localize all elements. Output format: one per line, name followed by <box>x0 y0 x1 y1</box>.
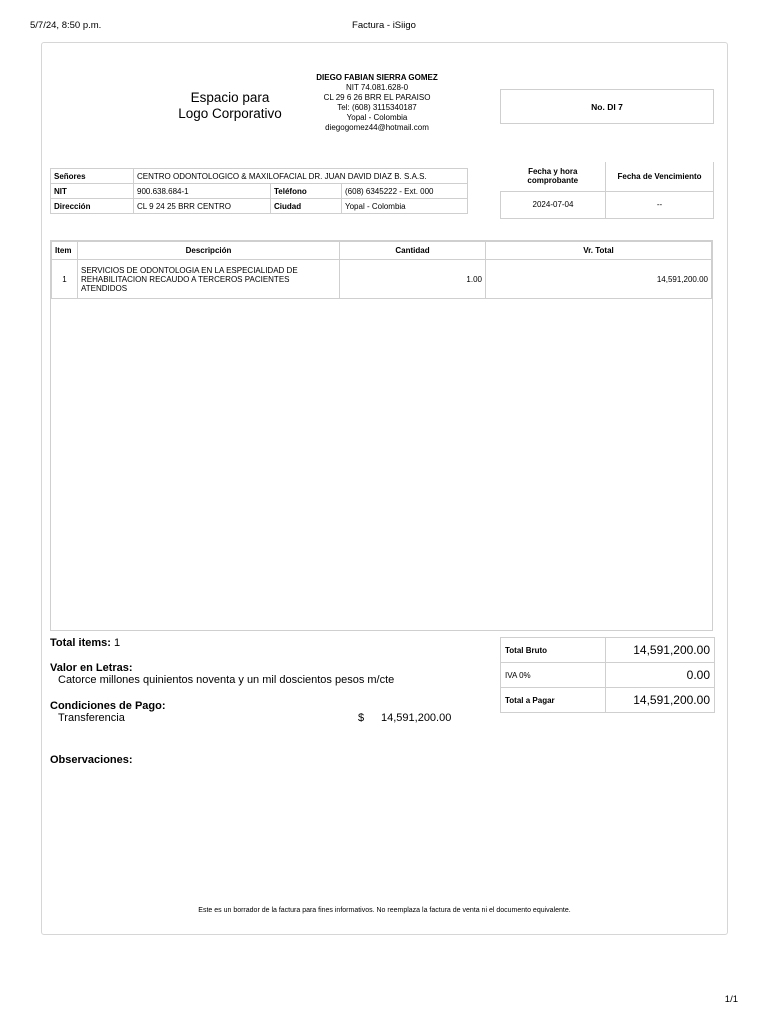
row-item: 1 <box>52 260 78 299</box>
issuer-address: CL 29 6 26 BRR EL PARAISO <box>323 93 431 102</box>
pagar-value: 14,591,200.00 <box>606 688 715 713</box>
dates-value-row <box>501 191 714 218</box>
total-items-value: 1 <box>113 637 121 649</box>
valor-letras-value: Catorce millones quinientos noventa y un mil doscientos pesos m/cte <box>58 674 395 686</box>
nit-value: 900.638.684-1 <box>134 184 271 199</box>
iva-value: 0.00 <box>606 663 715 688</box>
issuer-email: diegogomez44@hotmail.com <box>325 123 429 132</box>
bruto-label: Total Bruto <box>501 638 606 663</box>
totals-row-iva <box>501 663 715 688</box>
items-table-frame <box>50 240 713 631</box>
ciudad-label: Ciudad <box>271 199 342 214</box>
items-table <box>51 241 712 299</box>
header-cantidad: Cantidad <box>340 242 486 260</box>
payment-row <box>50 712 490 726</box>
print-page-number: 1/1 <box>724 994 738 1005</box>
direccion-value: CL 9 24 25 BRR CENTRO <box>134 199 271 214</box>
ciudad-value: Yopal - Colombia <box>342 199 468 214</box>
logo-placeholder <box>142 90 318 122</box>
print-header <box>30 20 738 34</box>
print-title: Factura - iSiigo <box>352 20 416 31</box>
issuer-city: Yopal - Colombia <box>346 113 408 122</box>
print-datetime: 5/7/24, 8:50 p.m. <box>30 20 102 31</box>
header-item: Item <box>52 242 78 260</box>
valor-letras-label: Valor en Letras: <box>50 662 133 674</box>
dates-table <box>500 162 714 219</box>
vencimiento-label: Fecha de Vencimiento <box>606 162 714 191</box>
summary-section <box>50 637 490 766</box>
telefono-label: Teléfono <box>271 184 342 199</box>
row-descripcion: SERVICIOS DE ODONTOLOGIA EN LA ESPECIALIDAD DE REHABILITACION RECAUDO A TERCEROS PACIENTES ATENDIDOS <box>78 260 340 299</box>
bruto-value: 14,591,200.00 <box>606 638 715 663</box>
totals-row-bruto <box>501 638 715 663</box>
pagar-label: Total a Pagar <box>501 688 606 713</box>
issuer-name: DIEGO FABIAN SIERRA GOMEZ <box>316 73 438 82</box>
header-total: Vr. Total <box>486 242 712 260</box>
totals-row-pagar <box>501 688 715 713</box>
draft-footnote: Este es un borrador de la factura para fines informativos. No reemplaza la factura de venta ni el documento equivalente. <box>198 907 571 914</box>
totals-table <box>500 637 715 713</box>
items-header-row <box>52 242 712 260</box>
logo-line-1: Espacio para <box>190 90 270 105</box>
telefono-value: (608) 6345222 - Ext. 000 <box>342 184 468 199</box>
client-row-direccion <box>51 199 468 214</box>
payment-currency: $ <box>358 712 365 724</box>
invoice-sheet <box>41 42 728 935</box>
header-descripcion: Descripción <box>78 242 340 260</box>
payment-amount: 14,591,200.00 <box>381 712 452 724</box>
client-row-senores <box>51 169 468 184</box>
table-row <box>52 260 712 299</box>
dates-header-row <box>501 162 714 191</box>
senores-label: Señores <box>51 169 134 184</box>
logo-line-2: Logo Corporativo <box>178 106 282 121</box>
total-items <box>50 637 490 649</box>
issuer-phone: Tel: (608) 3115340187 <box>337 103 417 112</box>
total-items-label: Total items: <box>50 637 111 649</box>
row-total: 14,591,200.00 <box>486 260 712 299</box>
direccion-label: Dirección <box>51 199 134 214</box>
observaciones-label: Observaciones: <box>50 754 133 766</box>
row-cantidad: 1.00 <box>340 260 486 299</box>
senores-value: CENTRO ODONTOLOGICO & MAXILOFACIAL DR. JUAN DAVID DIAZ B. S.A.S. <box>134 169 468 184</box>
nit-label: NIT <box>51 184 134 199</box>
client-row-nit <box>51 184 468 199</box>
fecha-value: 2024-07-04 <box>501 191 606 218</box>
vencimiento-value: -- <box>606 191 714 218</box>
iva-label: IVA 0% <box>501 663 606 688</box>
client-table <box>50 168 468 214</box>
issuer-nit: NIT 74.081.628-0 <box>345 83 409 92</box>
fecha-label: Fecha y hora comprobante <box>501 162 606 191</box>
invoice-number: No. DI 7 <box>500 89 714 124</box>
payment-method: Transferencia <box>58 712 125 724</box>
issuer-info <box>298 73 456 133</box>
condiciones-label: Condiciones de Pago: <box>50 700 166 712</box>
